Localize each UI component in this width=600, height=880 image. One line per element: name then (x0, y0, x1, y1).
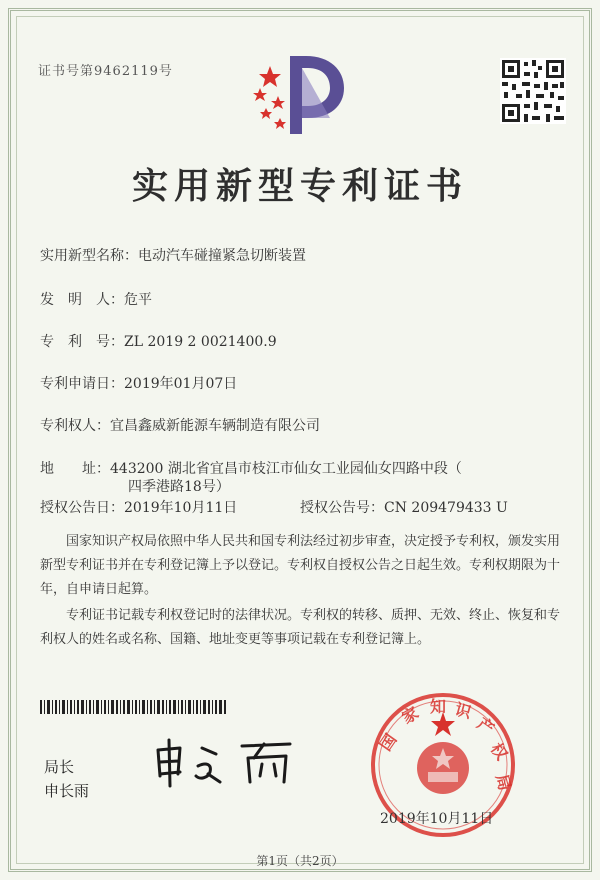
svg-text:产: 产 (473, 713, 498, 739)
seal-date: 2019年10月11日 (380, 811, 494, 827)
handwritten-signature (150, 736, 300, 788)
barcode-icon (40, 700, 226, 714)
field-label: 授权公告日： (40, 500, 124, 516)
field-value: 电动汽车碰撞紧急切断装置 (138, 248, 306, 264)
field-value: ZL 2019 2 0021400.9 (124, 334, 277, 350)
field-value: CN 209479433 U (384, 500, 508, 516)
field-label: 发 明 人： (40, 292, 124, 308)
field-label: 地 址： (40, 461, 110, 477)
certificate-title: 实用新型专利证书 (131, 165, 468, 207)
director-title: 局长 (44, 758, 75, 776)
field-label: 实用新型名称： (40, 248, 138, 264)
svg-text:国: 国 (375, 730, 401, 755)
svg-text:局: 局 (492, 772, 515, 793)
certificate-number: 证书号第9462119号 (38, 64, 173, 79)
field-value: 443200 湖北省宜昌市枝江市仙女工业园仙女四路中段（ (110, 461, 462, 477)
svg-text:知: 知 (430, 697, 447, 716)
field-value: 危平 (124, 292, 152, 308)
field-label: 专利申请日： (40, 376, 124, 392)
field-value: 四季港路18号） (128, 479, 230, 495)
patent-number-row (40, 331, 277, 351)
patentee-row (40, 415, 320, 435)
field-value: 2019年10月11日 (124, 500, 238, 516)
field-label: 专利权人： (40, 418, 110, 434)
field-value: 宜昌鑫威新能源车辆制造有限公司 (110, 418, 320, 434)
svg-text:权: 权 (486, 739, 512, 764)
page-number: 第1页（共2页） (256, 854, 344, 868)
grant-date-row (40, 497, 237, 517)
svg-text:识: 识 (452, 699, 474, 723)
qr-code-icon (500, 58, 566, 124)
field-label: 专 利 号： (40, 334, 124, 350)
cnipa-logo-icon (248, 48, 358, 138)
grant-statement-paragraph: 国家知识产权局依照中华人民共和国专利法经过初步审查，决定授予专利权，颁发实用新型专利证书并在专利登记簿上予以登记。专利权自授权公告之日起生效。专利权期限为十年，自申请日起算。 (40, 534, 561, 597)
legal-status-paragraph: 专利证书记载专利权登记时的法律状况。专利权的转移、质押、无效、终止、恢复和专利权人的姓名或名称、国籍、地址变更等事项记载在专利登记簿上。 (40, 608, 561, 647)
grant-number-row (300, 497, 508, 517)
field-value: 2019年01月07日 (124, 376, 238, 392)
utility-model-name-row (40, 245, 306, 265)
director-name: 申长雨 (44, 782, 90, 800)
address-row-continued (128, 476, 230, 496)
filing-date-row (40, 373, 237, 393)
field-label: 授权公告号： (300, 500, 384, 516)
inventor-row (40, 289, 152, 309)
address-row (40, 458, 462, 478)
svg-text:家: 家 (398, 703, 422, 728)
